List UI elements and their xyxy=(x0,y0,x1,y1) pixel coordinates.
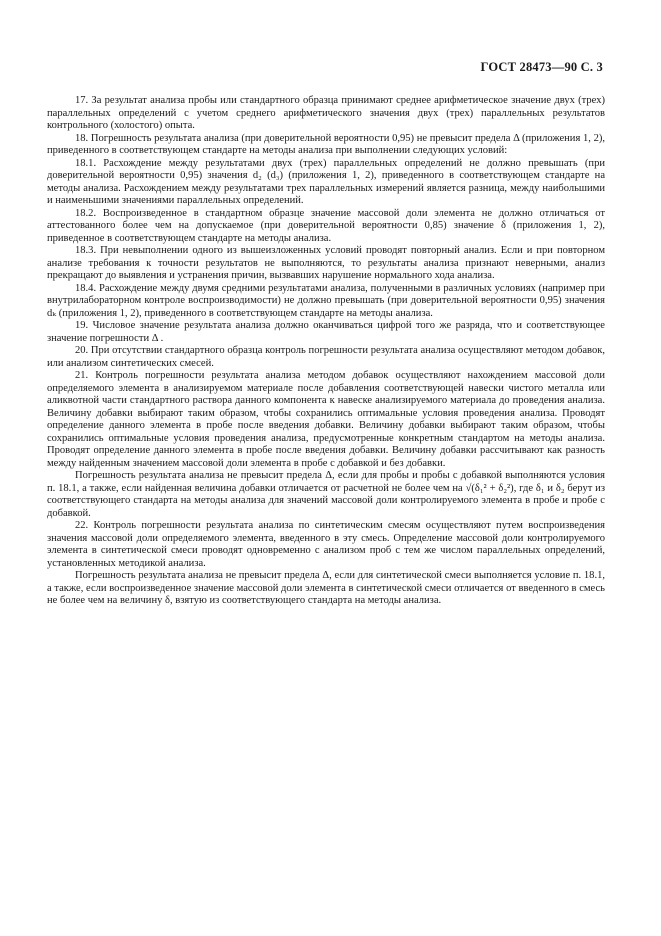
paragraph-21-accuracy: Погрешность результата анализа не превысит предела Δ, если для пробы и пробы с добавкой выполняются условия п. 18.1, а также, если найденная величина добавки отличается от расчетной не более чем на √(δ₁² + δ₂²), где δ₁ и δ₂ берут из соответствующего стандарта на методы анализа для значений массовой доли контролируемого элемента в пробе и пробе с добавкой. xyxy=(47,470,605,519)
paragraph-18-4: 18.4. Расхождение между двумя средними результатами анализа, полученными в различных условиях (например при внутрилабораторном контроле воспроизводимости) не должно превышать (при доверительной вероятности 0,95) значения dₖ (приложения 1, 2), приведенного в соответствующем стандарте на методы анализа. xyxy=(47,282,605,319)
paragraph-17: 17. За результат анализа пробы или стандартного образца принимают среднее арифметическое значение двух (трех) параллельных определений с учетом среднего арифметического значения двух (трех) параллельных результатов контрольного (холостого) опыта. xyxy=(47,95,605,131)
paragraph-18-1: 18.1. Расхождение между результатами двух (трех) параллельных определений не должно превышать (при доверительной вероятности 0,95) значения d₂ (d₃) (приложения 1, 2), приведенного в соответствующем стандарте на методы анализа. Расхождением между результатами трех параллельных измерений является разница, между наибольшими и наименьшими значениями параллельных определений. xyxy=(47,157,605,206)
running-header: ГОСТ 28473—90 С. 3 xyxy=(480,60,603,74)
paragraph-18-3: 18.3. При невыполнении одного из вышеизложенных условий проводят повторный анализ. Если и при повторном анализе требования к точности результатов не выполняются, то результаты анализа признают неверными, анализ прекращают до выявления и устранения причин, вызвавших нарушение нормального хода анализа. xyxy=(47,245,605,281)
paragraph-22-accuracy: Погрешность результата анализа не превысит предела Δ, если для синтетической смеси выполняется условие п. 18.1, а также, если воспроизведенное значение массовой доли элемента в синтетической смеси отличается от введенного в смесь не более чем на величину δ, взятую из соответствующего стандарта на методы анализа. xyxy=(47,570,605,606)
paragraph-22: 22. Контроль погрешности результата анализа по синтетическим смесям осуществляют путем воспроизведения значения массовой доли определяемого элемента, введенного в эту смесь. Определение массовой доли контролируемого элемента в синтетической смеси проводят одновременно с анализом проб с тем же числом параллельных определений, установленных методикой анализа. xyxy=(47,520,605,569)
paragraph-18-2: 18.2. Воспроизведенное в стандартном образце значение массовой доли элемента не должно отличаться от аттестованного более чем на допускаемое (при доверительной вероятности 0,85) значение δ (приложения 1, 2), приведенное в соответствующем стандарте на методы анализа. xyxy=(47,207,605,244)
document-body xyxy=(47,95,605,608)
paragraph-18: 18. Погрешность результата анализа (при доверительной вероятности 0,95) не превысит предела Δ (приложения 1, 2), приведенного в соответствующем стандарте на методы анализа при выполнении следующих условий: xyxy=(47,132,605,156)
paragraph-19: 19. Числовое значение результата анализа должно оканчиваться цифрой того же разряда, что и соответствующее значение погрешности Δ . xyxy=(47,320,605,344)
paragraph-20: 20. При отсутствии стандартного образца контроль погрешности результата анализа осуществляют методом добавок, или анализом синтетических смесей. xyxy=(47,345,605,369)
paragraph-21: 21. Контроль погрешности результата анализа методом добавок осуществляют нахождением массовой доли определяемого элемента в анализируемом материале после добавления соответствующей навески чистого металла или аликвотной части стандартного раствора данного компонента к навеске анализируемого материала до проведения анализа. Величину добавки выбирают таким образом, чтобы сохранились оптимальные условия проведения анализа. Проводят определение данного элемента в пробе после введения добавки. Величину добавки выбирают таким образом, чтобы сохранились оптимальные условия проведения анализа, предусмотренные конкретным стандартом на методы анализа. Проводят определение данного элемента в пробе после введения добавки. Величину добавки рассчитывают как разность между найденным значением массовой доли элемента в пробе с добавкой и без добавки. xyxy=(47,370,605,469)
